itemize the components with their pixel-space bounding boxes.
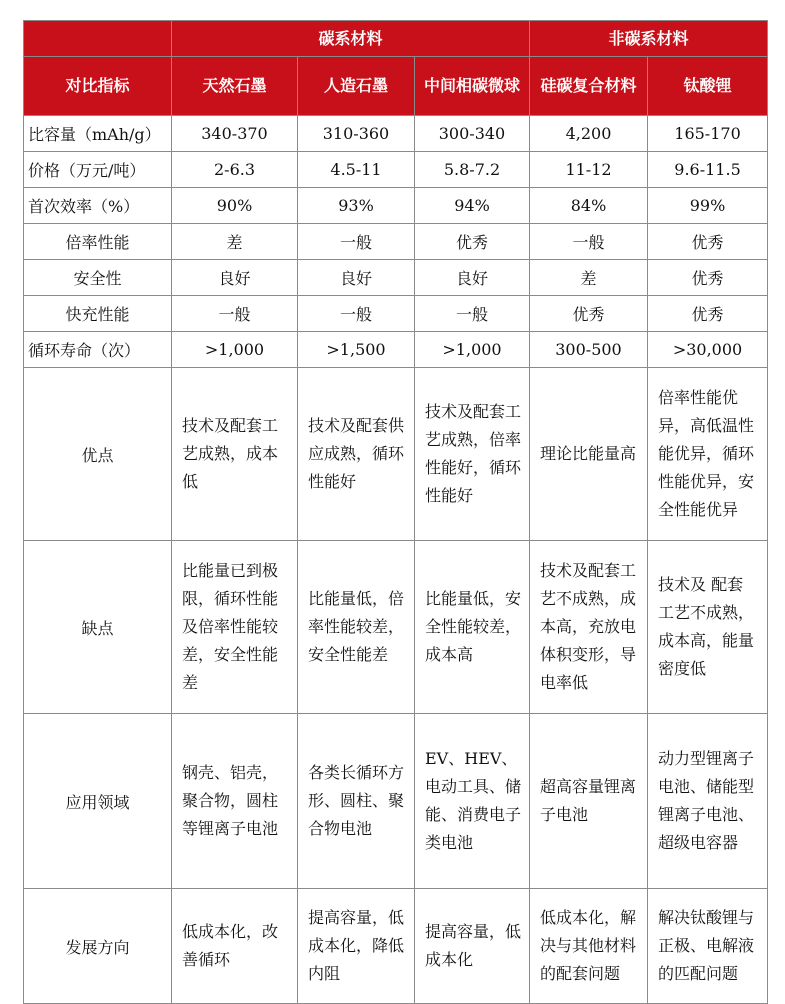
table-row-advantages [24, 368, 768, 541]
table-cell: 一般 [530, 224, 648, 260]
column-header-row [24, 57, 768, 116]
table-cell: 低成本化，改善循环 [172, 889, 298, 1004]
table-row-safety [24, 260, 768, 296]
table-cell: 优秀 [648, 296, 768, 332]
column-header-metric: 对比指标 [24, 57, 172, 116]
table-row-first-efficiency [24, 188, 768, 224]
table-cell: 一般 [415, 296, 530, 332]
row-label: 价格（万元/吨） [24, 152, 172, 188]
table-cell: 一般 [298, 224, 415, 260]
table-cell: 技术及配套工艺成熟，成本低 [172, 368, 298, 541]
table-cell: 99% [648, 188, 768, 224]
table-row-rate-performance [24, 224, 768, 260]
table-cell: 钢壳、铝壳，聚合物，圆柱等锂离子电池 [172, 714, 298, 889]
column-header-mcmb: 中间相碳微球 [415, 57, 530, 116]
table-cell: 动力型锂离子电池、储能型锂离子电池、超级电容器 [648, 714, 768, 889]
column-header-natural-graphite: 天然石墨 [172, 57, 298, 116]
table-cell: 优秀 [648, 260, 768, 296]
table-cell: 340-370 [172, 116, 298, 152]
table-cell: 310-360 [298, 116, 415, 152]
row-label: 倍率性能 [24, 224, 172, 260]
table-cell: 300-500 [530, 332, 648, 368]
column-header-silicon-carbon: 硅碳复合材料 [530, 57, 648, 116]
table-cell: 84% [530, 188, 648, 224]
table-cell: 一般 [298, 296, 415, 332]
table-row-cycle-life [24, 332, 768, 368]
table-cell: 良好 [415, 260, 530, 296]
row-label: 安全性 [24, 260, 172, 296]
table-cell: 300-340 [415, 116, 530, 152]
table-cell: 11-12 [530, 152, 648, 188]
row-label: 快充性能 [24, 296, 172, 332]
table-row-applications [24, 714, 768, 889]
group-header-carbon: 碳系材料 [172, 21, 530, 57]
table-cell: 差 [172, 224, 298, 260]
group-header-empty [24, 21, 172, 57]
table-cell: 4,200 [530, 116, 648, 152]
table-row-fast-charge [24, 296, 768, 332]
anode-comparison-table [23, 20, 768, 1004]
table-cell: 各类长循环方形、圆柱、聚合物电池 [298, 714, 415, 889]
table-cell: 提高容量，低成本化，降低内阻 [298, 889, 415, 1004]
table-cell: 比能量已到极限，循环性能及倍率性能较差，安全性能差 [172, 541, 298, 714]
table-cell: >1,500 [298, 332, 415, 368]
table-cell: 165-170 [648, 116, 768, 152]
table-row-price [24, 152, 768, 188]
table-cell: 技术及配套供应成熟，循环性能好 [298, 368, 415, 541]
row-label: 发展方向 [24, 889, 172, 1004]
table-cell: 93% [298, 188, 415, 224]
table-cell: 比能量低，安全性能较差，成本高 [415, 541, 530, 714]
row-label: 缺点 [24, 541, 172, 714]
table-cell: 9.6-11.5 [648, 152, 768, 188]
table-cell: 2-6.3 [172, 152, 298, 188]
group-header-row [24, 21, 768, 57]
table-cell: 良好 [172, 260, 298, 296]
table-cell: 提高容量，低成本化 [415, 889, 530, 1004]
table-cell: 技术及配套工艺成熟，倍率性能好，循环性能好 [415, 368, 530, 541]
table-cell: 倍率性能优异，高低温性能优异，循环性能优异，安全性能优异 [648, 368, 768, 541]
table-cell: 优秀 [415, 224, 530, 260]
table-cell: >1,000 [415, 332, 530, 368]
table-cell: >30,000 [648, 332, 768, 368]
row-label: 首次效率（%） [24, 188, 172, 224]
table-cell: >1,000 [172, 332, 298, 368]
row-label: 循环寿命（次） [24, 332, 172, 368]
table-cell: 一般 [172, 296, 298, 332]
table-row-development [24, 889, 768, 1004]
table-cell: 差 [530, 260, 648, 296]
table-cell: 超高容量锂离子电池 [530, 714, 648, 889]
table-cell: 优秀 [648, 224, 768, 260]
table-cell: 90% [172, 188, 298, 224]
table-cell: 94% [415, 188, 530, 224]
table-row-specific-capacity [24, 116, 768, 152]
row-label: 比容量（mAh/g） [24, 116, 172, 152]
table-cell: EV、HEV、电动工具、储能、消费电子类电池 [415, 714, 530, 889]
table-cell: 技术及 配套工艺不成熟，成本高，能量密度低 [648, 541, 768, 714]
group-header-noncarbon: 非碳系材料 [530, 21, 768, 57]
table-cell: 解决钛酸锂与正极、电解液的匹配问题 [648, 889, 768, 1004]
table-cell: 比能量低，倍率性能较差，安全性能差 [298, 541, 415, 714]
table-cell: 良好 [298, 260, 415, 296]
table-row-disadvantages [24, 541, 768, 714]
table-cell: 技术及配套工艺不成熟，成本高，充放电体积变形，导电率低 [530, 541, 648, 714]
column-header-lithium-titanate: 钛酸锂 [648, 57, 768, 116]
table-cell: 优秀 [530, 296, 648, 332]
table-cell: 5.8-7.2 [415, 152, 530, 188]
table-cell: 4.5-11 [298, 152, 415, 188]
row-label: 应用领域 [24, 714, 172, 889]
column-header-artificial-graphite: 人造石墨 [298, 57, 415, 116]
table-cell: 低成本化，解决与其他材料的配套问题 [530, 889, 648, 1004]
row-label: 优点 [24, 368, 172, 541]
table-cell: 理论比能量高 [530, 368, 648, 541]
